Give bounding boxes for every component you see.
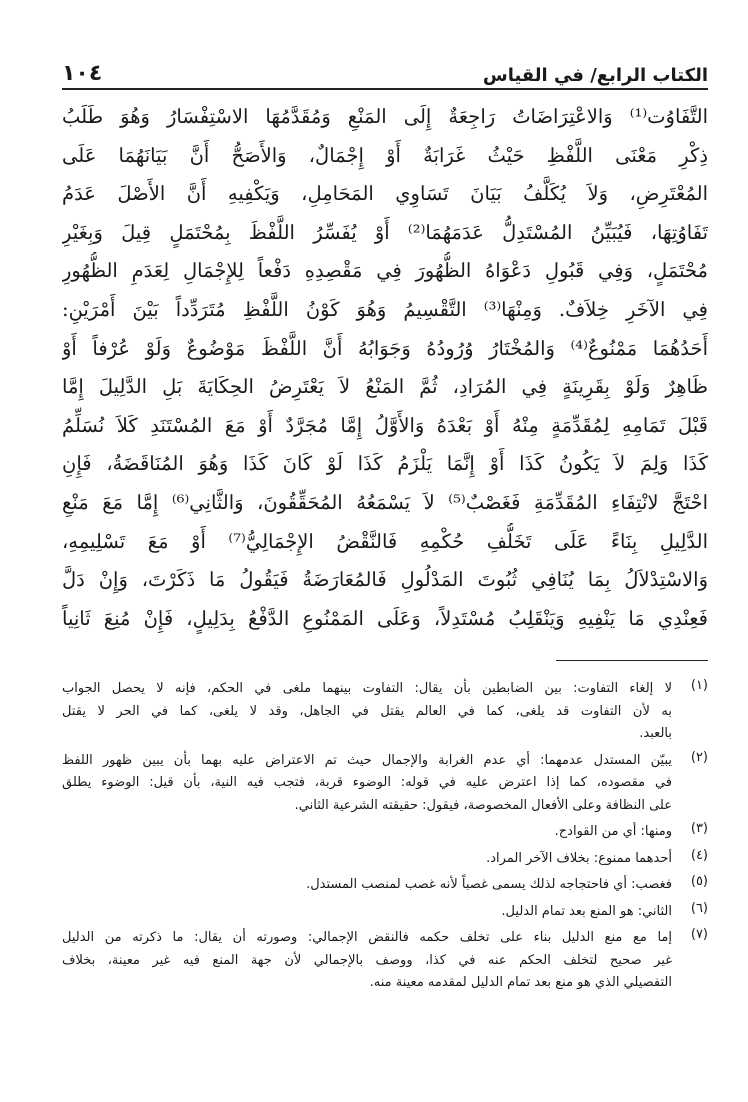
text-line: ذِكْرِ مَعْنَى اللَّفْظِ حَيْثُ غَرَابَةٌ أَوْ إِجْمَالٌ، وَالأَصَحُّ أَنَّ بَيَانَهُمَا عَلَى [62,143,708,167]
footnote-text [62,901,672,924]
header-rule [62,88,708,90]
footnote-number: (٦) [690,900,708,916]
footnote-text [62,927,672,995]
footnote-line: يبيّن المستدل عدمهما: أي عدم الغرابة والإجمال حيث تم الاعتراض عليه بهما بأن يبين ظهور اللفظ [62,752,672,768]
footnote-line: على النظافة وعلى الأفعال المخصوصة، فيقول: حقيقته الشرعية الثاني. [294,797,672,813]
text-line: أَحَدُهُمَا مَمْنُوعٌ⁽⁴⁾ وَالمُخْتَارُ وُرُودُهُ وَجَوَابُهُ أَنَّ اللَّفْظَ مَوْضُوعٌ وَلَوْ عُرْفاً أَوْ [62,336,708,360]
footnote-text [62,874,672,897]
footnote-line: به لأن التفاوت قد يلغى، كما في العالم يقتل في الجاهل، وقد لا يلغى، كما في الحر لا يقتل [62,703,672,719]
footnote-line: بالعبد. [639,726,672,741]
text-line: فِي الآخَرِ خِلاَفٌ. وَمِنْهَا⁽³⁾ التَّقْسِيمُ وَهُوَ كَوْنُ اللَّفْظِ مُتَرَدِّداً بَيْنَ أَمْرَيْنِ: [62,297,708,321]
main-text [62,98,708,638]
text-line: الدَّلِيلِ بِنَاءً عَلَى تَخَلُّفِ حُكْمِهِ فَالنَّقْضُ الإِجْمَالِيُّ⁽⁷⁾ أَوْ مَعَ تَسْلِيمِهِ، [62,529,708,553]
text-line: قَبْلَ تَمَامِهِ لِمُقَدِّمَةٍ مِنْهُ أَوْ بَعْدَهُ وَالأَوَّلُ إِمَّا مُجَرَّدٌ أَوْ مَعَ المُسْتَنَدِ كَلاَ نُسَلِّمُ [62,413,708,437]
text-line: تَفَاوُتِهَا، فَيُبَيِّنُ المُسْتَدِلُّ عَدَمَهُمَا⁽²⁾ أَوْ يُفَسِّرُ اللَّفْظَ بِمُحْتَمَلٍ قِيلَ وَبِغَيْرِ [62,220,708,244]
footnote-line: الثاني: هو المنع بعد تمام الدليل. [501,903,672,919]
footnote-text [62,678,672,746]
footnote-line: في مقصوده، كما إذا اعترض عليه في قوله: الوضوء قربة، فتجب فيه النية، بأن قيل: الوضوء يطلق [62,775,672,790]
footnote [62,750,708,818]
footnote-line: فغصب: أي فاحتجاجه لذلك يسمى غصباً لأنه غصب لمنصب المستدل. [306,877,672,892]
footnote-line: ومنها: أي من القوادح. [554,824,672,839]
footnote-text [62,821,672,844]
footnote-number: (٧) [690,927,708,942]
text-line: فَعِنْدِي مَا يَنْفِيهِ وَيَنْقَلِبُ مُسْتَدِلاً، وَعَلَى المَمْنُوعِ الدَّفْعُ بِدَلِيلٍ، فَإِنْ مُنِعَ ثَانِياً [62,606,708,630]
footnote [62,678,708,746]
text-line: وَالاسْتِدْلاَلُ بِمَا يُنَافِي ثُبُوتَ المَدْلُولِ فَالمُعَارَضَةُ فَيَقُولُ مَا ذَكَرْتَ، وَإِنْ دَلَّ [62,568,708,592]
footnote-line: التفصيلي الذي هو منع بعد تمام الدليل لمقدمه معينة منه. [369,975,672,990]
text-line: ظَاهِرٌ وَلَوْ بِقَرِينَةٍ فِي المُرَادِ، ثُمَّ المَنْعُ لاَ يَعْتَرِضُ الحِكَايَةَ بَلِ الدَّلِيلَ إِمَّا [62,375,708,399]
footnote-rule [556,660,708,661]
footnote-line: لا إلغاء التفاوت: بين الضابطين بأن يقال: التفاوت بينهما ملغى في الحكم، فإنه لا يحصل الجواب [62,681,672,696]
footnote-line: إما مع منع الدليل بناء على تخلف حكمه فالنقض الإجمالي: وصورته أن يقال: ما ذكرته من الدليل [62,930,672,945]
page-number: ١٠٤ [62,61,103,86]
footnote-text [62,750,672,818]
text-line: كَذَا وَلِمَ لاَ يَكُونُ كَذَا أَوْ إِنَّمَا يَلْزَمُ كَذَا لَوْ كَانَ كَذَا وَهُوَ المُنَاقَضَةُ، فَإِنِ [62,452,708,476]
running-title: الكتاب الرابع/ في القياس [482,65,708,86]
text-line: التَّفَاوُت⁽¹⁾ وَالاعْتِرَاضَاتُ رَاجِعَةٌ إِلَى المَنْعِ وَمُقَدَّمُهَا الاسْتِفْسَارُ وَهُوَ طَلَبُ [62,105,708,128]
footnote-line: أحدهما ممنوع: بخلاف الآخر المراد. [486,850,672,866]
footnote-number: (٣) [690,821,708,836]
footnote-number: (١) [690,678,708,693]
text-line: المُعْتَرِضِ، وَلاَ يُكَلَّفُ بَيَانَ تَسَاوِي المَحَامِلِ، وَيَكْفِيهِ أَنَّ الأَصْلَ عَدَمُ [62,182,708,206]
footnote-number: (٤) [690,847,708,863]
footnote [62,848,708,871]
footnote-number: (٥) [690,874,708,889]
footnote-number: (٢) [690,749,708,765]
text-line: احْتَجَّ لانْتِفَاءِ المُقَدِّمَةِ فَغَصْبٌ⁽⁵⁾ لاَ يَسْمَعُهُ المُحَقِّقُونَ، وَالثَّانِي⁽⁶⁾ إِمَّا مَعَ مَنْعِ [62,490,708,514]
page-header [62,50,708,86]
footnotes [62,678,708,999]
footnote [62,821,708,844]
footnote [62,874,708,897]
footnote [62,901,708,924]
footnote [62,927,708,995]
footnote-text [62,848,672,871]
footnote-line: غير صحيح لتخلف الحكم عنه في كذا، ووصف بالإجمالي لأن جهة المنع فيه غير معينة، بخلاف [62,952,672,968]
text-line: مُحْتَمَلٍ، وَفِي قَبُولِ دَعْوَاهُ الظُّهُورَ فِي مَقْصِدِهِ دَفْعاً لِلإِجْمَالِ لِعَدَمِ الظُّهُورِ [62,259,708,283]
